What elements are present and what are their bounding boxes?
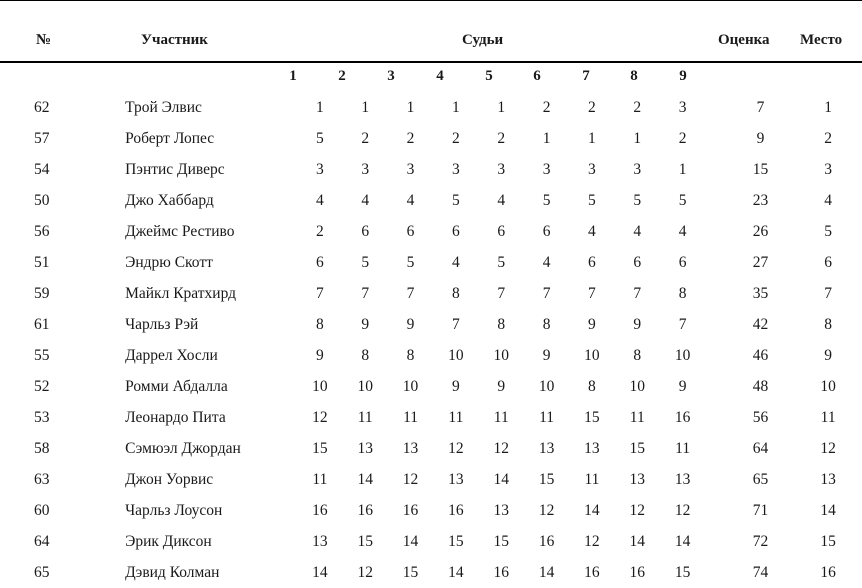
judge-score: 12 — [357, 563, 373, 581]
judge-score: 15 — [357, 532, 373, 550]
judge-score: 15 — [493, 532, 509, 550]
judge-score: 8 — [497, 315, 506, 333]
judge-score: 3 — [452, 160, 460, 178]
judge-score: 13 — [357, 439, 373, 457]
participant-name: Джон Уорвис — [125, 470, 214, 488]
judge-score: 10 — [629, 377, 646, 395]
judge-score: 14 — [493, 470, 509, 488]
participant-name: Эрик Диксон — [125, 532, 212, 550]
judge-score: 14 — [357, 470, 373, 488]
judge-score: 12 — [629, 501, 646, 519]
participant-number: 55 — [34, 346, 50, 364]
judge-score: 8 — [633, 346, 642, 364]
participant-name: Роберт Лопес — [125, 129, 215, 147]
judge-score: 9 — [452, 377, 460, 395]
final-place: 14 — [820, 501, 836, 519]
top-rule — [0, 0, 862, 1]
judge-score: 5 — [361, 253, 370, 271]
judge-score: 7 — [315, 284, 324, 302]
judge-score: 3 — [361, 160, 370, 178]
judge-score: 3 — [315, 160, 324, 178]
participant-number: 58 — [34, 439, 50, 457]
judge-score: 1 — [315, 98, 324, 116]
judge-score: 5 — [678, 191, 687, 209]
judge-score: 11 — [357, 408, 373, 426]
judge-score: 4 — [633, 222, 642, 240]
judge-score: 14 — [584, 501, 600, 519]
judge-score: 16 — [538, 532, 555, 550]
judge-score: 2 — [588, 98, 596, 116]
judge-score: 9 — [542, 346, 551, 364]
table-row — [0, 216, 862, 247]
participant-number: 54 — [34, 160, 50, 178]
total-score: 64 — [752, 439, 769, 457]
column-gap — [705, 402, 726, 433]
final-place: 8 — [824, 315, 833, 333]
participant-number: 64 — [34, 532, 50, 550]
table-row — [0, 309, 862, 340]
judge-score: 10 — [357, 377, 373, 395]
participant-name: Дэвид Колман — [125, 563, 220, 581]
total-score: 15 — [752, 160, 769, 178]
judge-number-7: 7 — [582, 68, 590, 84]
judge-score: 2 — [361, 129, 370, 147]
table-row — [0, 464, 862, 495]
participant-name: Ромми Абдалла — [125, 377, 228, 395]
judge-score: 6 — [588, 253, 596, 271]
judge-score: 4 — [406, 191, 415, 209]
column-gap — [705, 216, 726, 247]
total-score: 46 — [752, 346, 769, 364]
judge-score: 3 — [497, 160, 506, 178]
final-place: 11 — [820, 408, 836, 426]
judge-score: 11 — [675, 439, 691, 457]
judge-score: 1 — [497, 98, 506, 116]
column-gap — [705, 433, 726, 464]
judge-score: 12 — [448, 439, 464, 457]
judge-score: 8 — [406, 346, 415, 364]
judge-score: 5 — [588, 191, 596, 209]
judge-score: 12 — [493, 439, 509, 457]
judge-score: 4 — [542, 253, 551, 271]
table-row — [0, 402, 862, 433]
judge-score: 4 — [678, 222, 687, 240]
column-gap — [705, 557, 726, 588]
participant-number: 61 — [34, 315, 50, 333]
column-gap — [705, 123, 726, 154]
judge-score: 15 — [538, 470, 555, 488]
judge-score: 2 — [542, 98, 551, 116]
total-score: 35 — [752, 284, 769, 302]
judge-score: 8 — [588, 377, 596, 395]
judge-score: 6 — [678, 253, 687, 271]
table-row — [0, 123, 862, 154]
participant-number: 59 — [34, 284, 50, 302]
table-row — [0, 185, 862, 216]
table-row — [0, 278, 862, 309]
judge-number-2: 2 — [338, 68, 346, 84]
total-score: 27 — [752, 253, 769, 271]
judge-score: 5 — [497, 253, 506, 271]
table-row — [0, 557, 862, 588]
final-place: 10 — [820, 377, 836, 395]
judge-score: 11 — [539, 408, 555, 426]
judge-score: 12 — [538, 501, 555, 519]
header-rule — [0, 61, 862, 63]
table-row — [0, 247, 862, 278]
judge-score: 15 — [402, 563, 419, 581]
final-place: 13 — [820, 470, 836, 488]
judge-score: 3 — [542, 160, 551, 178]
judge-score: 1 — [361, 98, 370, 116]
judge-score: 8 — [542, 315, 551, 333]
total-score: 42 — [752, 315, 769, 333]
judge-score: 10 — [538, 377, 555, 395]
participant-name: Чарльз Лоусон — [125, 501, 223, 519]
final-place: 1 — [824, 98, 833, 116]
judge-score: 7 — [633, 284, 642, 302]
judge-score: 5 — [542, 191, 551, 209]
column-gap — [705, 526, 726, 557]
judge-score: 10 — [312, 377, 328, 395]
participant-name: Сэмюэл Джордан — [125, 439, 241, 457]
column-gap — [705, 309, 726, 340]
judge-score: 4 — [452, 253, 460, 271]
judge-score: 5 — [452, 191, 460, 209]
judge-score: 13 — [402, 439, 419, 457]
final-place: 5 — [824, 222, 833, 240]
judge-number-6: 6 — [533, 68, 541, 84]
participant-name: Трой Элвис — [125, 98, 202, 116]
participant-name: Чарльз Рэй — [125, 315, 199, 333]
judge-score: 15 — [674, 563, 691, 581]
judge-number-1: 1 — [289, 68, 297, 84]
judge-score: 8 — [315, 315, 324, 333]
judge-score: 5 — [633, 191, 642, 209]
judge-score: 13 — [584, 439, 600, 457]
judge-score: 1 — [588, 129, 596, 147]
column-gap — [705, 92, 726, 123]
results-table — [0, 92, 862, 588]
judge-score: 10 — [402, 377, 419, 395]
table-row — [0, 526, 862, 557]
judge-score: 1 — [452, 98, 460, 116]
participant-name: Эндрю Скотт — [125, 253, 213, 271]
total-score: 56 — [752, 408, 769, 426]
judge-score: 11 — [312, 470, 328, 488]
table-row — [0, 495, 862, 526]
judge-score: 7 — [406, 284, 415, 302]
judge-score: 16 — [674, 408, 691, 426]
participant-number: 52 — [34, 377, 50, 395]
judge-score: 15 — [312, 439, 328, 457]
judge-score: 8 — [361, 346, 370, 364]
judge-score: 7 — [542, 284, 551, 302]
judge-score: 16 — [448, 501, 464, 519]
judge-score: 1 — [542, 129, 551, 147]
table-row — [0, 371, 862, 402]
judge-score: 4 — [361, 191, 370, 209]
judge-score: 16 — [357, 501, 373, 519]
judge-score: 3 — [678, 98, 687, 116]
judge-score: 6 — [542, 222, 551, 240]
judge-number-4: 4 — [436, 68, 444, 84]
column-gap — [705, 154, 726, 185]
judge-score: 1 — [406, 98, 415, 116]
judge-number-8: 8 — [630, 68, 638, 84]
judge-score: 11 — [584, 470, 600, 488]
judge-score: 8 — [452, 284, 460, 302]
total-score: 23 — [752, 191, 769, 209]
column-gap — [705, 247, 726, 278]
column-gap — [705, 464, 726, 495]
table-row — [0, 433, 862, 464]
judge-score: 14 — [402, 532, 419, 550]
judge-number-3: 3 — [387, 68, 395, 84]
judge-score: 6 — [361, 222, 370, 240]
judge-score: 6 — [497, 222, 506, 240]
judge-score: 14 — [448, 563, 464, 581]
final-place: 7 — [824, 284, 833, 302]
judge-score: 12 — [674, 501, 691, 519]
judge-score: 2 — [633, 98, 642, 116]
total-score: 65 — [752, 470, 769, 488]
judge-score: 4 — [497, 191, 506, 209]
judge-score: 4 — [315, 191, 324, 209]
judge-score: 5 — [406, 253, 415, 271]
participant-name: Джо Хаббард — [125, 191, 214, 209]
column-gap — [705, 371, 726, 402]
judge-score: 7 — [361, 284, 370, 302]
judge-score: 13 — [629, 470, 646, 488]
judge-score: 6 — [406, 222, 415, 240]
judge-score: 14 — [538, 563, 555, 581]
judge-score: 12 — [584, 532, 600, 550]
participant-name: Даррел Хосли — [125, 346, 218, 364]
judge-score: 9 — [588, 315, 596, 333]
judge-score: 9 — [361, 315, 370, 333]
header-participant: Участник — [141, 32, 208, 48]
judge-score: 12 — [402, 470, 419, 488]
header-place: Место — [800, 32, 843, 48]
judge-score: 11 — [403, 408, 419, 426]
header-number: № — [36, 32, 52, 48]
total-score: 7 — [756, 98, 765, 116]
judge-score: 16 — [584, 563, 600, 581]
participant-name: Майкл Кратхирд — [125, 284, 237, 302]
judge-score: 11 — [493, 408, 509, 426]
judge-score: 6 — [452, 222, 460, 240]
judge-score: 16 — [493, 563, 509, 581]
final-place: 3 — [824, 160, 833, 178]
judge-score: 3 — [633, 160, 642, 178]
judge-score: 10 — [584, 346, 600, 364]
judge-score: 1 — [633, 129, 642, 147]
judge-score: 11 — [629, 408, 645, 426]
total-score: 72 — [752, 532, 769, 550]
total-score: 74 — [752, 563, 769, 581]
judge-score: 14 — [674, 532, 691, 550]
participant-name: Леонардо Пита — [125, 408, 226, 426]
judge-score: 7 — [452, 315, 460, 333]
judge-score: 5 — [315, 129, 324, 147]
table-row — [0, 92, 862, 123]
judge-score: 15 — [584, 408, 600, 426]
final-place: 16 — [820, 563, 836, 581]
judge-score: 9 — [315, 346, 324, 364]
column-gap — [705, 340, 726, 371]
judge-score: 13 — [538, 439, 555, 457]
judge-score: 13 — [674, 470, 691, 488]
judge-score: 16 — [312, 501, 328, 519]
judge-score: 9 — [406, 315, 415, 333]
final-place: 4 — [824, 191, 833, 209]
participant-number: 53 — [34, 408, 50, 426]
final-place: 15 — [820, 532, 836, 550]
participant-name: Пэнтис Диверс — [125, 160, 225, 178]
judge-score: 15 — [629, 439, 646, 457]
judge-score: 6 — [633, 253, 642, 271]
participant-number: 50 — [34, 191, 50, 209]
participant-number: 57 — [34, 129, 50, 147]
judge-score: 13 — [493, 501, 509, 519]
judge-score: 2 — [678, 129, 687, 147]
judge-score: 8 — [678, 284, 687, 302]
judge-score: 14 — [629, 532, 646, 550]
column-gap — [705, 278, 726, 309]
judge-score: 6 — [315, 253, 324, 271]
table-row — [0, 340, 862, 371]
judge-score: 14 — [312, 563, 328, 581]
final-place: 9 — [824, 346, 833, 364]
final-place: 12 — [820, 439, 836, 457]
judge-score: 13 — [312, 532, 328, 550]
judge-score: 4 — [588, 222, 596, 240]
participant-name: Джеймс Рестиво — [125, 222, 235, 240]
judge-score: 2 — [452, 129, 460, 147]
total-score: 26 — [752, 222, 769, 240]
column-gap — [705, 495, 726, 526]
judge-score: 3 — [406, 160, 415, 178]
judge-number-5: 5 — [485, 68, 493, 84]
judge-score: 7 — [588, 284, 596, 302]
judge-score: 15 — [448, 532, 464, 550]
participant-number: 65 — [34, 563, 50, 581]
participant-number: 51 — [34, 253, 50, 271]
judge-score: 10 — [493, 346, 509, 364]
judge-score: 9 — [633, 315, 642, 333]
judge-score: 1 — [678, 160, 687, 178]
judge-score: 12 — [312, 408, 328, 426]
participant-number: 63 — [34, 470, 50, 488]
judge-score: 16 — [402, 501, 419, 519]
judge-score: 9 — [678, 377, 687, 395]
total-score: 48 — [752, 377, 769, 395]
final-place: 2 — [824, 129, 833, 147]
judge-score: 10 — [448, 346, 464, 364]
judge-number-9: 9 — [679, 68, 687, 84]
column-gap — [705, 185, 726, 216]
final-place: 6 — [824, 253, 833, 271]
header-score: Оценка — [718, 32, 770, 48]
total-score: 9 — [756, 129, 765, 147]
judge-score: 9 — [497, 377, 506, 395]
participant-number: 56 — [34, 222, 50, 240]
judge-score: 10 — [674, 346, 691, 364]
judge-score: 3 — [588, 160, 596, 178]
judge-score: 13 — [448, 470, 464, 488]
judge-score: 7 — [497, 284, 506, 302]
judge-score: 16 — [629, 563, 646, 581]
judge-score: 2 — [497, 129, 506, 147]
judge-score: 2 — [315, 222, 324, 240]
judge-score: 11 — [448, 408, 464, 426]
participant-number: 60 — [34, 501, 50, 519]
total-score: 71 — [752, 501, 769, 519]
header-judges: Судьи — [462, 32, 504, 48]
judge-score: 7 — [678, 315, 687, 333]
participant-number: 62 — [34, 98, 50, 116]
judge-score: 2 — [406, 129, 415, 147]
table-row — [0, 154, 862, 185]
